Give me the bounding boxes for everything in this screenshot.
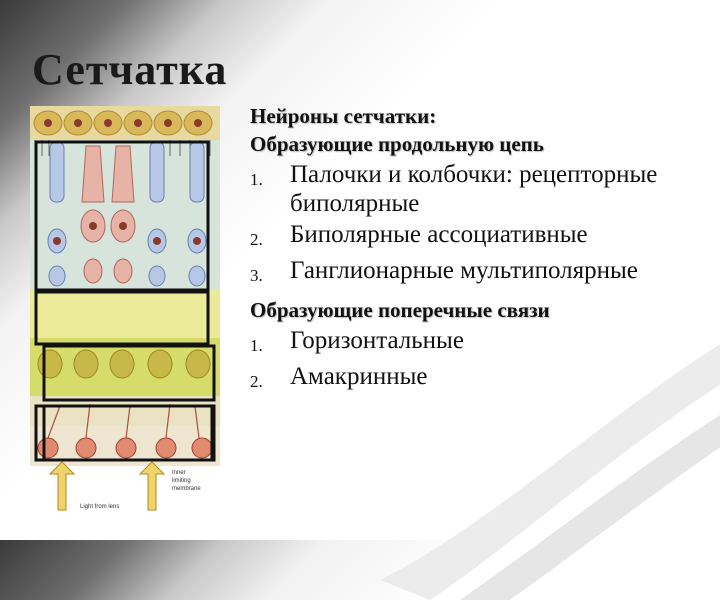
heading-longitudinal: Образующие продольную цепь	[250, 132, 544, 156]
slide-title: Сетчатка	[32, 45, 228, 94]
list-item	[250, 326, 710, 360]
light-label: Light from lens	[80, 504, 120, 510]
list-text: Палочки и колбочки: рецепторные биполярные	[290, 161, 658, 217]
membrane-label-1: Inner	[172, 470, 186, 476]
heading-transverse: Образующие поперечные связи	[250, 298, 550, 322]
list-text: Амакринные	[290, 363, 428, 390]
heading-neurons: Нейроны сетчатки:	[250, 104, 437, 128]
list-number: 3.	[250, 266, 263, 285]
list-item	[250, 362, 710, 396]
outer-plexiform-layer	[30, 290, 220, 338]
membrane-label-2: limiting	[172, 478, 191, 484]
list-number: 1.	[250, 336, 263, 355]
list-text: Горизонтальные	[290, 327, 464, 354]
list-number: 1.	[250, 170, 263, 189]
retina-diagram	[30, 106, 220, 514]
list-text: Биполярные ассоциативные	[290, 221, 588, 248]
list-item	[250, 160, 710, 218]
content-text	[250, 102, 710, 398]
list-number: 2.	[250, 372, 263, 391]
list-item	[250, 256, 710, 290]
list-number: 2.	[250, 230, 263, 249]
list-text: Ганглионарные мультиполярные	[290, 257, 638, 284]
membrane-label-3: membrane	[172, 486, 201, 492]
list-item	[250, 220, 710, 254]
retina-figure	[30, 106, 220, 514]
